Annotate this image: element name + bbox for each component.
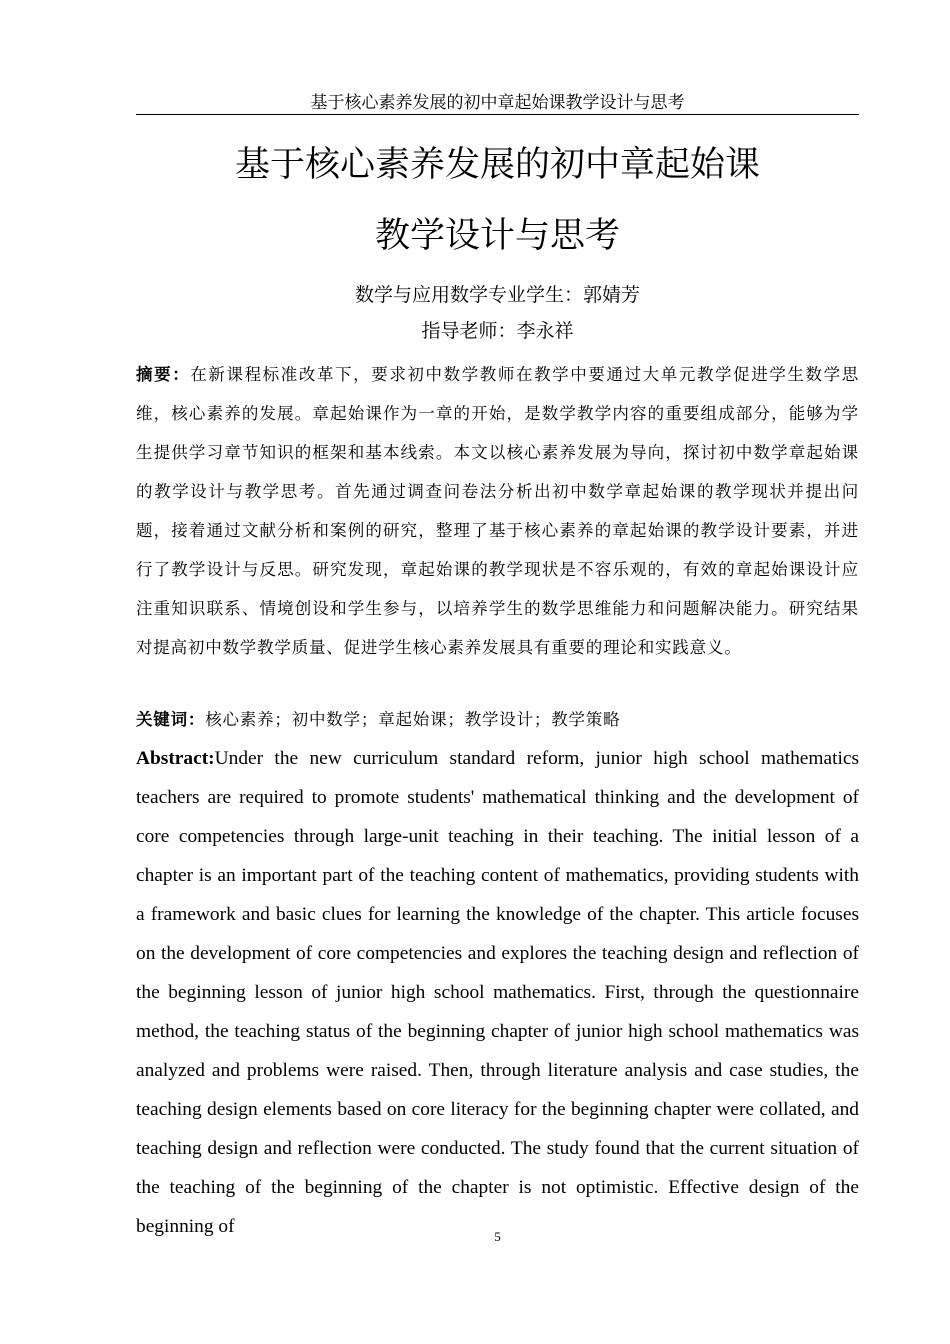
- author-line: 数学与应用数学专业学生：郭婧芳: [354, 284, 640, 306]
- paper-title-line-2: 教学设计与思考: [374, 216, 620, 256]
- english-abstract: [136, 739, 859, 1246]
- chinese-abstract-text: 在新课程标准改革下，要求初中数学教师在教学中要通过大单元教学促进学生数学思维，核心素养的发展。章起始课作为一章的开始，是数学教学内容的重要组成部分，能够为学生提供学习章节知识的框架和基本线索。本文以核心素养发展为导向，探讨初中数学章起始课的教学设计与教学思考。首先通过调查问卷法分析出初中数学章起始课的教学现状并提出问题，接着通过文献分析和案例的研究，整理了基于核心素养的章起始课的教学设计要素，并进行了教学设计与反思。研究发现，章起始课的教学现状是不容乐观的，有效的章起始课设计应注重知识联系、情境创设和学生参与，以培养学生的数学思维能力和问题解决能力。研究结果对提高初中数学教学质量、促进学生核心素养发展具有重要的理论和实践意义。: [136, 365, 859, 657]
- chinese-abstract: [136, 355, 859, 667]
- page-number: 5: [494, 1229, 501, 1244]
- paper-title-line-1: 基于核心素养发展的初中章起始课: [234, 145, 760, 185]
- english-abstract-label: Abstract:: [136, 748, 215, 769]
- english-abstract-text: Under the new curriculum standard reform, junior high school mathematics teachers are required to promote students' mathematical thinking and the development of core competencies through large-unit teaching in their teaching. The initial lesson of a chapter is an important part of the teaching content of mathematics, providing students with a framework and basic clues for learning the knowledge of the chapter. This article focuses on the development of core competencies and explores the teaching design and reflection of the beginning lesson of junior high school mathematics. First, through the questionnaire method, the teaching status of the beginning chapter of junior high school mathematics was analyzed and problems were raised. Then, through literature analysis and case studies, the teaching design elements based on core literacy for the beginning chapter were collated, and teaching design and reflection were conducted. The study found that the current situation of the teaching of the beginning of the chapter is not optimistic. Effective design of the beginning of: [136, 748, 859, 1237]
- advisor-line: 指导老师：李永祥: [421, 320, 574, 342]
- header-rule: [136, 114, 859, 115]
- chinese-keywords-label: 关键词：: [136, 710, 206, 729]
- running-header: 基于核心素养发展的初中章起始课教学设计与思考: [310, 93, 685, 113]
- chinese-abstract-label: 摘要：: [136, 365, 191, 384]
- chinese-keywords-text: 核心素养；初中数学；章起始课；教学设计；教学策略: [205, 710, 621, 729]
- chinese-keywords: [136, 705, 859, 735]
